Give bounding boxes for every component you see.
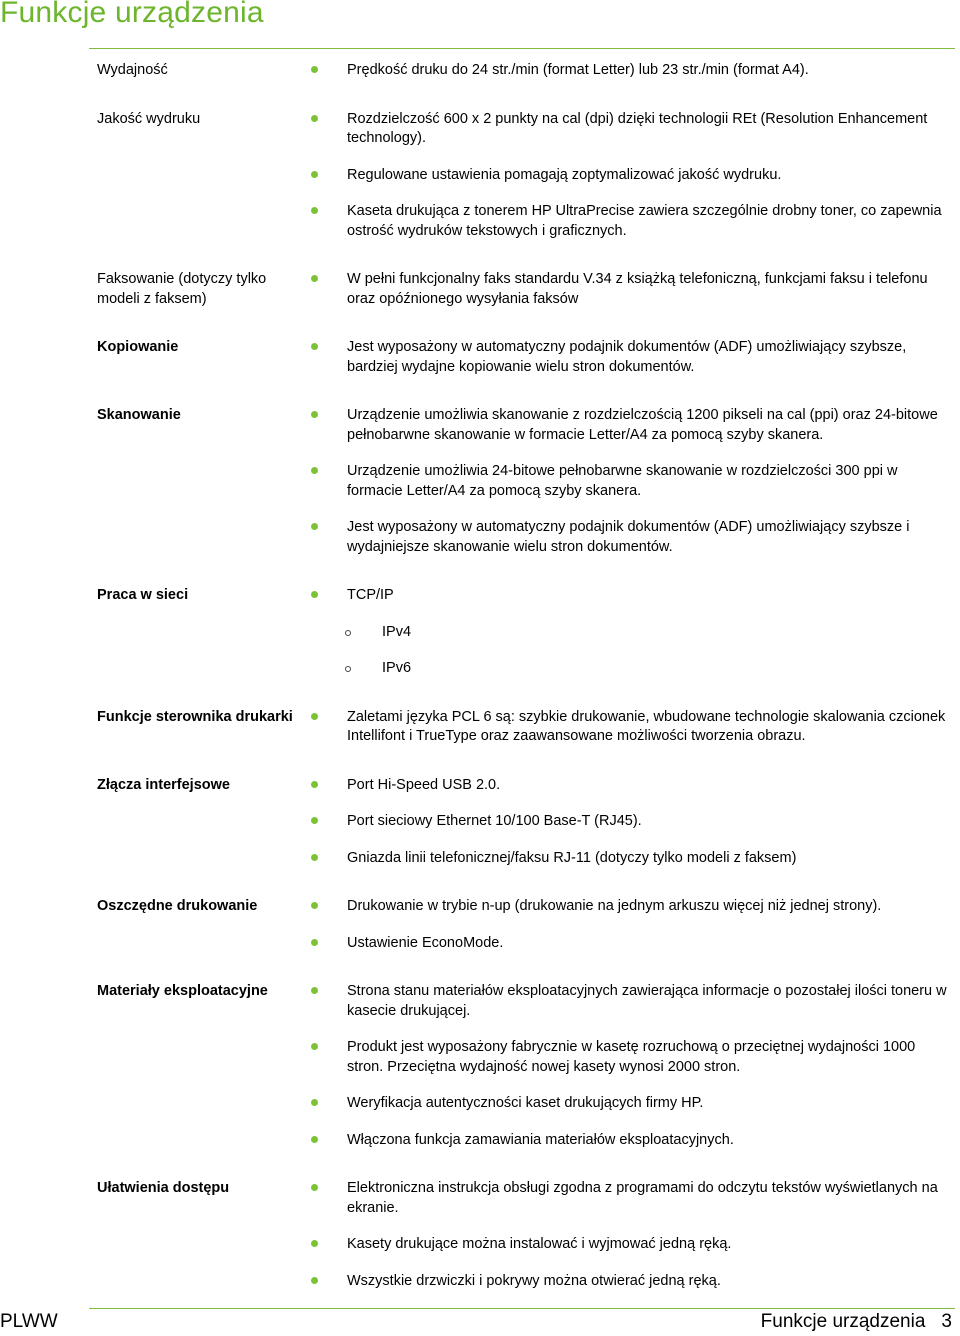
hollow-bullet-icon [345, 666, 351, 672]
feature-item [308, 1131, 955, 1168]
feature-item-text: Ustawienie EconoMode. [347, 934, 504, 951]
feature-row [89, 98, 955, 259]
bullet-icon [311, 1240, 318, 1247]
feature-label-text: Skanowanie [97, 407, 181, 423]
feature-item-list [308, 764, 955, 886]
bullet-icon [311, 171, 318, 178]
bullet-icon [311, 902, 318, 909]
feature-item [308, 166, 955, 203]
feature-label [97, 897, 297, 917]
bullet-icon [311, 1099, 318, 1106]
feature-item [308, 110, 955, 166]
feature-item [308, 1235, 955, 1272]
feature-item-text: W pełni funkcjonalny faks standardu V.34 z książką telefoniczną, funkcjami faksu i telefonu oraz opóźnionego wysyłania faksów [347, 271, 928, 307]
feature-item-text: Regulowane ustawienia pomagają zoptymalizować jakość wydruku. [347, 166, 782, 183]
footer-section-title: Funkcje urządzenia [760, 1311, 926, 1332]
feature-label-text: Oszczędne drukowanie [97, 898, 258, 914]
bullet-icon [311, 1043, 318, 1050]
feature-item-list [308, 1167, 955, 1308]
feature-label-text: Faksowanie [97, 271, 175, 287]
feature-label [97, 982, 297, 1002]
bullet-icon [311, 713, 318, 720]
feature-row [89, 1167, 955, 1308]
feature-label [97, 61, 297, 81]
feature-item [308, 1038, 955, 1094]
feature-item-text: Kaseta drukująca z tonerem HP UltraPrecise zawiera szczególnie drobny toner, co zapewnia ostrość wydruków tekstowych i graficznych. [347, 203, 942, 239]
feature-row [89, 326, 955, 394]
bullet-icon [311, 207, 318, 214]
feature-item-text: Urządzenie umożliwia skanowanie z rozdzielczością 1200 pikseli na cal (ppi) oraz 24-bitowe pełnobarwne skanowanie w formacie Letter/A4 za pomocą szyby skanera. [347, 407, 938, 443]
feature-item [308, 982, 955, 1038]
hollow-bullet-icon [345, 630, 351, 636]
feature-label-text: Wydajność [97, 62, 168, 78]
feature-item-text: Włączona funkcja zamawiania materiałów eksploatacyjnych. [347, 1131, 734, 1148]
feature-item [308, 708, 955, 764]
feature-item-text: Prędkość druku do 24 str./min (format Letter) lub 23 str./min (format A4). [347, 62, 809, 78]
bullet-icon [311, 1277, 318, 1284]
bullet-icon [311, 343, 318, 350]
feature-item [308, 1094, 955, 1131]
bullet-icon [311, 1184, 318, 1191]
feature-item-list [308, 885, 955, 970]
feature-item-text: Drukowanie w trybie n-up (drukowanie na jednym arkuszu więcej niż jednej strony). [347, 898, 882, 914]
feature-item [308, 812, 955, 849]
feature-item-list [308, 696, 955, 764]
bullet-icon [311, 523, 318, 530]
footer-locale: PLWW [0, 1311, 58, 1332]
feature-subitem-text: IPv4 [382, 623, 412, 640]
feature-label-text: Materiały eksploatacyjne [97, 983, 268, 999]
page-title: Funkcje urządzenia [0, 0, 264, 29]
feature-label [97, 776, 297, 796]
bullet-icon [311, 467, 318, 474]
feature-item-text: Jest wyposażony w automatyczny podajnik dokumentów (ADF) umożliwiający szybsze, bardziej wydajne kopiowanie wielu stron dokumentów. [347, 339, 907, 375]
feature-label [97, 586, 297, 606]
feature-label-text: Praca w sieci [97, 587, 189, 603]
feature-item-text: Elektroniczna instrukcja obsługi zgodna z programami do odczytu tekstów wyświetlanych na ekranie. [347, 1180, 938, 1216]
bullet-icon [311, 1136, 318, 1143]
feature-label-note: (dotyczy tylko modeli z faksem) [97, 271, 267, 307]
features-table [89, 48, 955, 1309]
feature-item-list [308, 394, 955, 574]
feature-item-text: Urządzenie umożliwia 24-bitowe pełnobarwne skanowanie w rozdzielczości 300 ppi w formacie Letter/A4 za pomocą szyby skanera. [347, 463, 898, 499]
feature-label [97, 1179, 297, 1199]
feature-item-text: Rozdzielczość 600 x 2 punkty na cal (dpi) dzięki technologii REt (Resolution Enhancement technology). [347, 110, 928, 146]
feature-item-text: Kasety drukujące można instalować i wyjmować jedną ręką. [347, 1236, 732, 1252]
feature-subitem-text: IPv6 [382, 660, 412, 676]
feature-item-text: Weryfikacja autentyczności kaset drukujących firmy HP. [347, 1095, 704, 1111]
footer-page-info [761, 1311, 952, 1333]
feature-item [308, 406, 955, 462]
feature-row [89, 49, 955, 98]
feature-item-text: Port sieciowy Ethernet 10/100 Base-T (RJ45). [347, 813, 642, 829]
bullet-icon [311, 854, 318, 861]
bullet-icon [311, 817, 318, 824]
feature-item [308, 1272, 955, 1309]
feature-label-text: Złącza interfejsowe [97, 776, 230, 793]
feature-item [308, 776, 955, 813]
feature-item [308, 202, 955, 258]
feature-row [89, 258, 955, 326]
feature-item-text: Produkt jest wyposażony fabrycznie w kasetę rozruchową o przeciętnej wydajności 1000 stron. Przeciętna wydajność nowej kasety wynosi 2000 stron. [347, 1039, 916, 1075]
feature-label-text: Kopiowanie [97, 339, 179, 355]
feature-item [308, 338, 955, 394]
feature-item [308, 934, 955, 971]
feature-item-text: Strona stanu materiałów eksploatacyjnych zawierająca informacje o pozostałej ilości toneru w kasecie drukującej. [347, 983, 947, 1019]
feature-item [308, 462, 955, 518]
feature-item [308, 897, 955, 934]
feature-item-list [308, 258, 955, 326]
bullet-icon [311, 66, 318, 73]
feature-item [308, 518, 955, 574]
feature-item-list [308, 574, 955, 696]
feature-item-text: Port Hi-Speed USB 2.0. [347, 776, 501, 793]
feature-row [89, 696, 955, 764]
feature-row [89, 970, 955, 1167]
feature-item [308, 1179, 955, 1235]
bullet-icon [311, 591, 318, 598]
footer-page-number: 3 [941, 1311, 952, 1332]
feature-item-list [308, 98, 955, 259]
feature-item-list [308, 970, 955, 1167]
bullet-icon [311, 939, 318, 946]
bullet-icon [311, 275, 318, 282]
feature-item [308, 61, 955, 98]
feature-item [308, 849, 955, 886]
feature-label [97, 110, 297, 130]
feature-row [89, 394, 955, 574]
feature-item-list [308, 326, 955, 394]
feature-item-text: Wszystkie drzwiczki i pokrywy można otwierać jedną ręką. [347, 1272, 721, 1289]
feature-subitem [308, 659, 955, 696]
feature-item [308, 586, 955, 623]
feature-label [97, 406, 297, 426]
bullet-icon [311, 411, 318, 418]
feature-label-text: Funkcje sterownika drukarki [97, 708, 293, 725]
feature-label-text: Ułatwienia dostępu [97, 1180, 230, 1196]
feature-item-text: Zaletami języka PCL 6 są: szybkie drukowanie, wbudowane technologie skalowania czcionek Intellifont i TrueType oraz zaawansowane możliwości tworzenia obrazu. [347, 708, 946, 744]
feature-item-text: Jest wyposażony w automatyczny podajnik dokumentów (ADF) umożliwiający szybsze i wydajniejsze skanowanie wielu stron dokumentów. [347, 519, 910, 555]
feature-item-text: Gniazda linii telefonicznej/faksu RJ-11 (dotyczy tylko modeli z faksem) [347, 849, 797, 866]
feature-row [89, 574, 955, 696]
feature-item [308, 270, 955, 326]
feature-label [97, 708, 297, 728]
feature-label-text: Jakość wydruku [97, 110, 201, 127]
feature-label [97, 270, 297, 309]
feature-row [89, 764, 955, 886]
feature-item-list [308, 49, 955, 98]
feature-subitem [308, 623, 955, 660]
feature-row [89, 885, 955, 970]
feature-item-text: TCP/IP [347, 587, 394, 603]
bullet-icon [311, 781, 318, 788]
bullet-icon [311, 115, 318, 122]
feature-label [97, 338, 297, 358]
bullet-icon [311, 987, 318, 994]
